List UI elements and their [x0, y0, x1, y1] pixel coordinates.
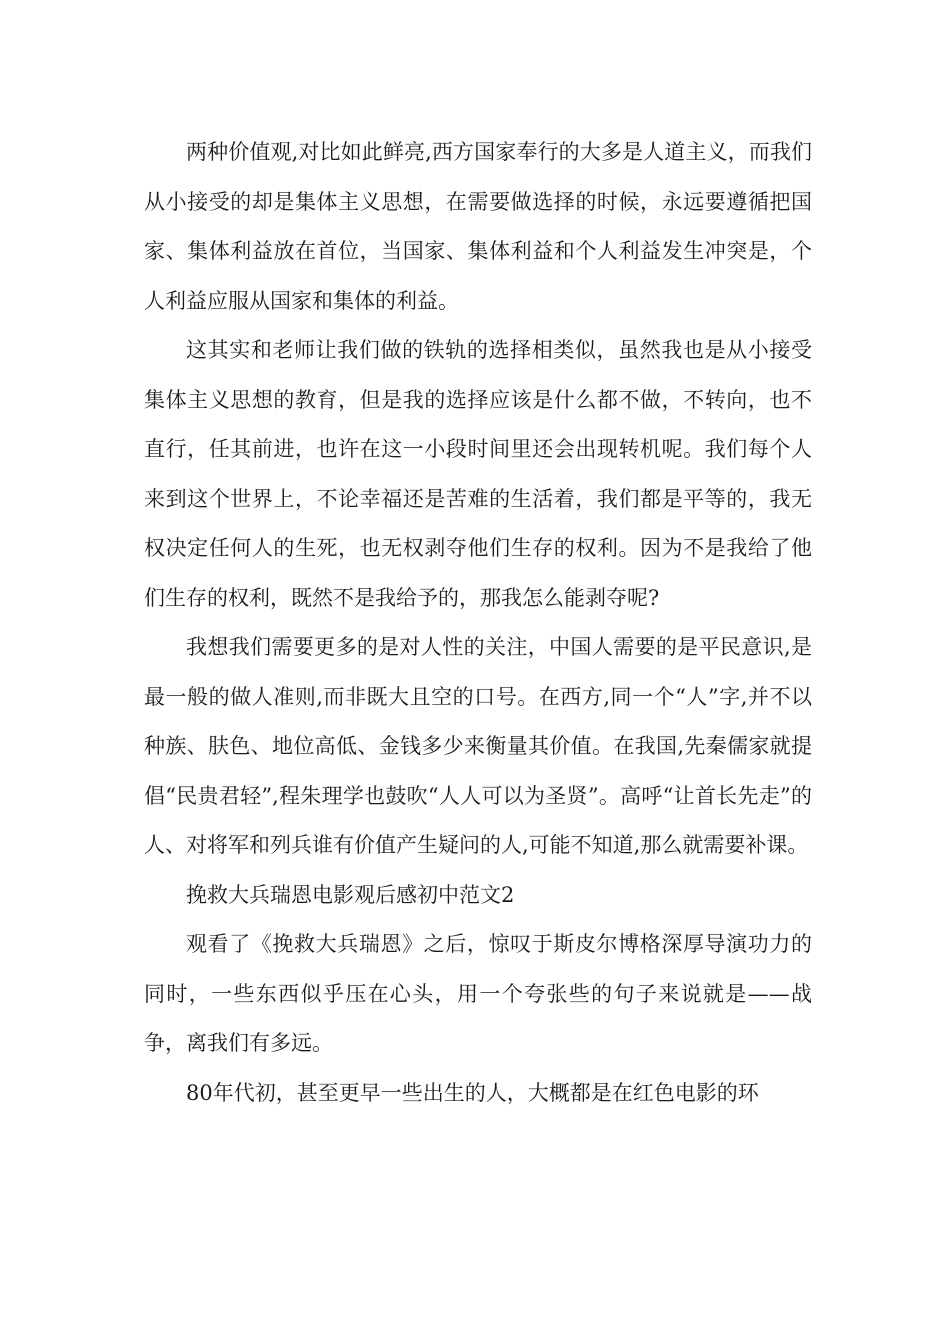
document-body — [144, 128, 812, 1118]
paragraph-humanity: 我想我们需要更多的是对人性的关注，中国人需要的是平民意识,是最一般的做人准则,而非既大且空的口号。在西方,同一个“人”字,并不以种族、肤色、地位高低、金钱多少来衡量其价值。在我国,先秦儒家就提倡“民贵君轻”,程朱理学也鼓吹“人人可以为圣贤”。高呼“让首长先走”的人、对将军和列兵谁有价值产生疑问的人,可能不知道,那么就需要补课。 — [144, 635, 812, 857]
section-heading: 挽救大兵瑞恩电影观后感初中范文2 — [186, 882, 515, 907]
paragraph-after-watching: 观看了《挽救大兵瑞恩》之后，惊叹于斯皮尔博格深厚导演功力的同时，一些东西似乎压在心头，用一个夸张些的句子来说就是——战争，离我们有多远。 — [144, 932, 812, 1055]
paragraph-80s: 80年代初，甚至更早一些出生的人，大概都是在红色电影的环 — [186, 1080, 759, 1105]
paragraph-values: 两种价值观,对比如此鲜亮,西方国家奉行的大多是人道主义，而我们从小接受的却是集体主义思想，在需要做选择的时候，永远要遵循把国家、集体利益放在首位，当国家、集体利益和个人利益发生冲突是，个人利益应服从国家和集体的利益。 — [144, 140, 812, 313]
paragraph-railway-choice: 这其实和老师让我们做的铁轨的选择相类似，虽然我也是从小接受集体主义思想的教育，但是我的选择应该是什么都不做，不转向，也不直行，任其前进，也许在这一小段时间里还会出现转机呢。我们每个人来到这个世界上，不论幸福还是苦难的生活着，我们都是平等的，我无权决定任何人的生死，也无权剥夺他们生存的权利。因为不是我给了他们生存的权利，既然不是我给予的，那我怎么能剥夺呢? — [144, 338, 812, 610]
